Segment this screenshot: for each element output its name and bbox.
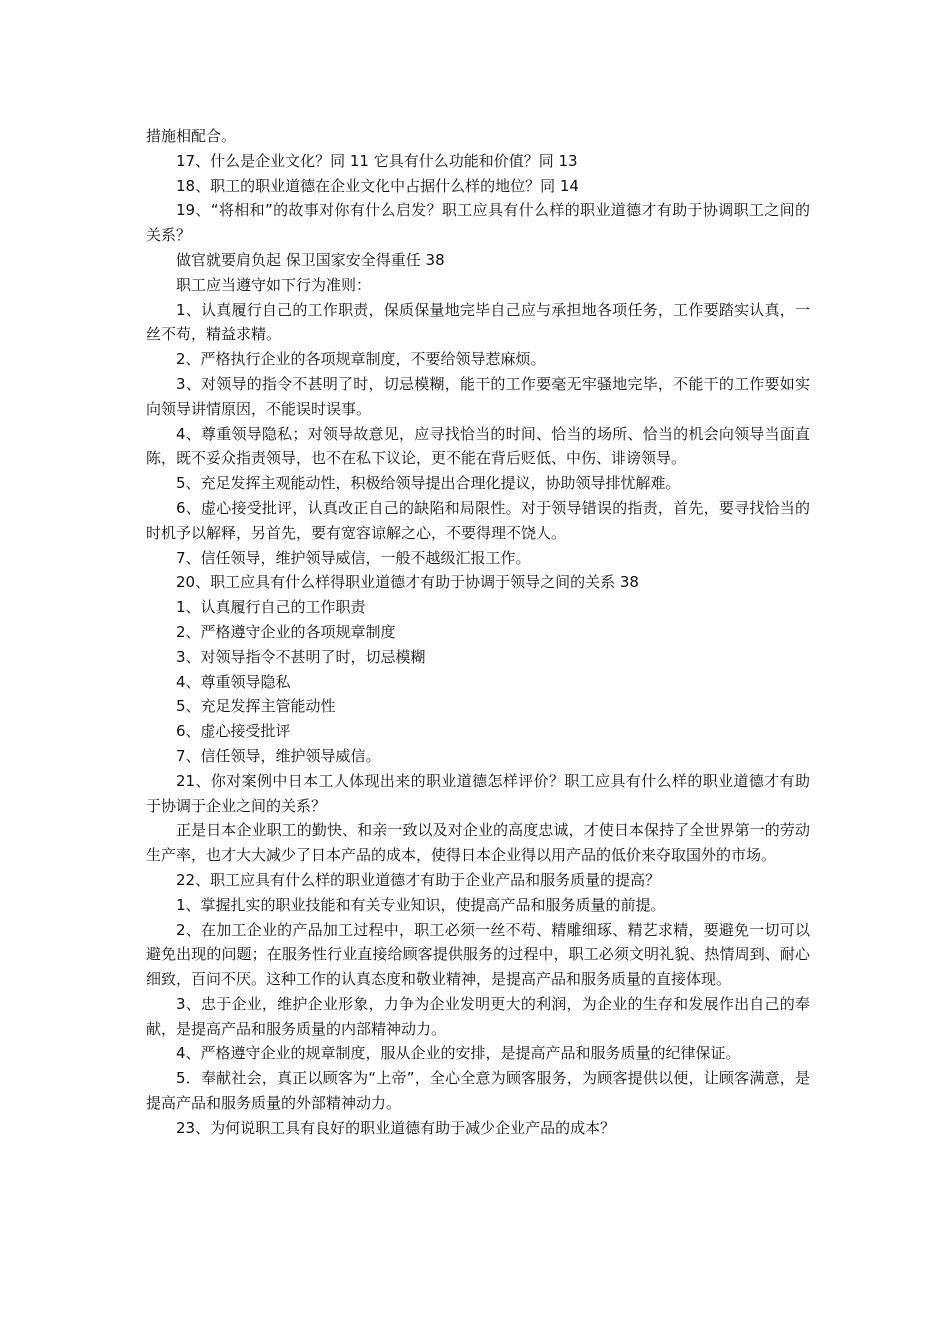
paragraph: 17、什么是企业文化？同 11 它具有什么功能和价值？同 13 [176, 151, 578, 170]
paragraph: 4、严格遵守企业的规章制度，服从企业的安排，是提高产品和服务质量的纪律保证。 [176, 1044, 741, 1063]
paragraph: 3、对领导指令不甚明了时，切忌模糊 [176, 647, 426, 666]
paragraph: 做官就要肩负起 保卫国家安全得重任 38 [176, 250, 445, 269]
paragraph: 1、认真履行自己的工作职责，保质保量地完毕自己应与承担地各项任务，工作要踏实认真，一丝不苟，精益求精。 [146, 300, 810, 344]
paragraph: 6、虚心接受批评 [176, 722, 291, 741]
paragraph: 21、你对案例中日本工人体现出来的职业道德怎样评价？职工应具有什么样的职业道德才有助于协调于企业之间的关系？ [146, 771, 810, 815]
paragraph: 5、充足发挥主管能动性 [176, 697, 336, 716]
paragraph: 3、忠于企业，维护企业形象，力争为企业发明更大的利润，为企业的生存和发展作出自己的奉献，是提高产品和服务质量的内部精神动力。 [146, 994, 810, 1038]
paragraph: 7、信任领导，维护领导威信，一般不越级汇报工作。 [176, 548, 531, 567]
paragraph: 2、严格执行企业的各项规章制度，不要给领导惹麻烦。 [176, 350, 546, 369]
paragraph: 18、职工的职业道德在企业文化中占据什么样的地位？同 14 [176, 176, 579, 195]
paragraph: 职工应当遵守如下行为准则： [176, 275, 372, 294]
paragraph: 5．奉献社会，真正以顾客为“上帝”，全心全意为顾客服务，为顾客提供以便，让顾客满意，是提高产品和服务质量的外部精神动力。 [146, 1069, 810, 1113]
document-page [146, 124, 810, 1141]
paragraph: 1、掌握扎实的职业技能和有关专业知识，使提高产品和服务质量的前提。 [176, 895, 666, 914]
paragraph: 4、尊重领导隐私；对领导故意见，应寻找恰当的时间、恰当的场所、恰当的机会向领导当面直陈，既不妥众指责领导，也不在私下议论，更不能在背后贬低、中伤、诽谤领导。 [146, 424, 810, 468]
paragraph: 6、虚心接受批评，认真改正自己的缺陷和局限性。对于领导错误的指责，首先，要寻找恰当的时机予以解释，另首先，要有宽容谅解之心，不要得理不饶人。 [146, 498, 810, 542]
paragraph: 4、尊重领导隐私 [176, 672, 291, 691]
paragraph: 措施相配合。 [146, 127, 237, 145]
paragraph: 1、认真履行自己的工作职责 [176, 598, 366, 617]
paragraph: 19、“将相和”的故事对你有什么启发？职工应具有什么样的职业道德才有助于协调职工之间的关系？ [146, 201, 810, 245]
paragraph: 5、充足发挥主观能动性，积极给领导提出合理化提议，协助领导排忧解难。 [176, 474, 681, 493]
paragraph: 正是日本企业职工的勤快、和亲一致以及对企业的高度忠诚，才使日本保持了全世界第一的劳动生产率，也才大大减少了日本产品的成本，使得日本企业得以用产品的低价来夺取国外的市场。 [146, 821, 810, 865]
paragraph: 2、在加工企业的产品加工过程中，职工必须一丝不苟、精雕细琢、精艺求精，要避免一切可以避免出现的问题；在服务性行业直接给顾客提供服务的过程中，职工必须文明礼貌、热情周到、耐心细致，百问不厌。这种工作的认真态度和敬业精神，是提高产品和服务质量的直接体现。 [146, 920, 810, 989]
paragraph: 3、对领导的指令不甚明了时，切忌模糊，能干的工作要毫无牢骚地完毕，不能干的工作要如实向领导讲情原因，不能误时误事。 [146, 374, 810, 418]
paragraph: 20、职工应具有什么样得职业道德才有助于协调于领导之间的关系 38 [176, 573, 639, 592]
paragraph: 2、严格遵守企业的各项规章制度 [176, 622, 396, 641]
paragraph: 23、为何说职工具有良好的职业道德有助于减少企业产品的成本？ [176, 1118, 616, 1137]
paragraph: 7、信任领导，维护领导威信。 [176, 746, 381, 765]
paragraph: 22、职工应具有什么样的职业道德才有助于企业产品和服务质量的提高？ [176, 870, 661, 889]
